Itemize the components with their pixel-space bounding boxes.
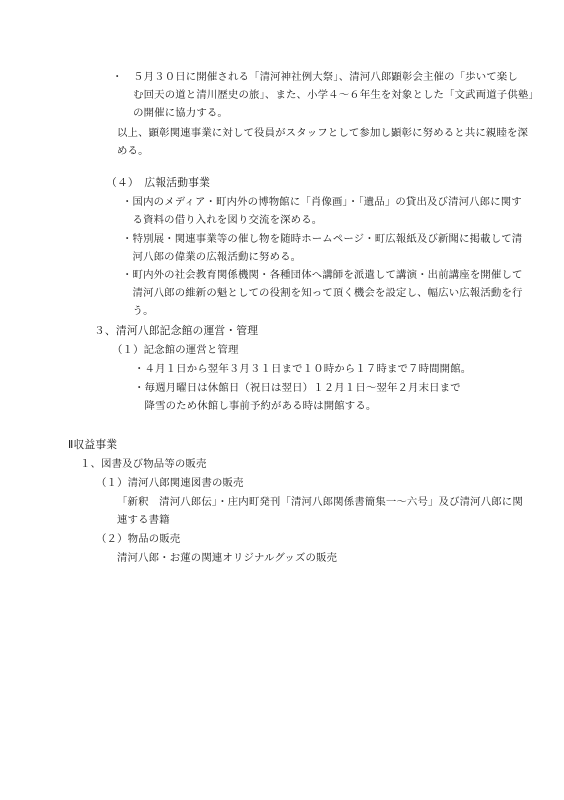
museum-sub-heading: （１）記念館の運営と管理 [112,344,239,356]
summary-line-2: める。 [117,145,149,157]
books-sale-line-2: 連する書籍 [117,514,170,526]
books-sale-line-1: 「新釈 清河八郎伝」・庄内町発刊「清河八郎関係書簡集一〜六号」及び清河八郎に関 [117,496,523,508]
museum-closed-line-1: ・毎週月曜日は休館日（祝日は翌日）１２月１日〜翌年２月末日まで [134,382,461,394]
pr-bullet-2-line-1: ・特別展・関連事業等の催し物を随時ホームページ・町広報紙及び新聞に掲載して清 [122,233,523,245]
pr-bullet-1-line-2: る資料の借り入れを図り交流を深める。 [122,214,323,226]
bullet-may30-line-3: の開催に協力する。 [112,107,228,119]
revenue-heading: Ⅱ収益事業 [68,438,118,451]
revenue-sub-heading: １、図書及び物品等の販売 [80,458,207,470]
pr-bullet-1-line-1: ・国内のメディア・町内外の博物館に「肖像画」・「遺品」の貸出及び清河八郎に関す [122,196,522,208]
bullet-may30-line-2: む回天の道と清川歴史の旅」、また、小学４〜６年生を対象とした「文武両道子供塾」 [112,89,539,101]
pr-bullet-3-line-3: う。 [122,305,154,317]
museum-hours-line: ・４月１日から翌年３月３１日まで１０時から１７時まで７時間開館。 [134,363,472,375]
summary-line-1: 以上、顕彰関連事業に対して役員がスタッフとして参加し顕彰に努めると共に親睦を深 [117,127,529,139]
museum-closed-line-2: 降雪のため休館し事前予約がある時は開館する。 [134,400,377,412]
museum-heading: ３、清河八郎記念館の運営・管理 [94,324,259,337]
bullet-may30-line-1: ・ ５月３０日に開催される「清河神社例大祭」、清河八郎顕彰会主催の「歩いて楽し [112,71,518,83]
pr-bullet-2-line-2: 河八郎の偉業の広報活動に努める。 [122,251,302,263]
pr-activities-heading: （４） 広報活動事業 [106,176,211,189]
books-sale-heading: （１）清河八郎関連図書の販売 [96,477,244,489]
goods-sale-line-1: 清河八郎・お蓮の関連オリジナルグッズの販売 [117,552,338,564]
pr-bullet-3-line-2: 清河八郎の維新の魁としての役割を知って頂く機会を設定し、幅広い広報活動を行 [122,287,523,299]
goods-sale-heading: （２）物品の販売 [96,533,181,545]
pr-bullet-3-line-1: ・町内外の社会教育関係機関・各種団体へ講師を派遣して講演・出前講座を開催して [122,269,523,281]
